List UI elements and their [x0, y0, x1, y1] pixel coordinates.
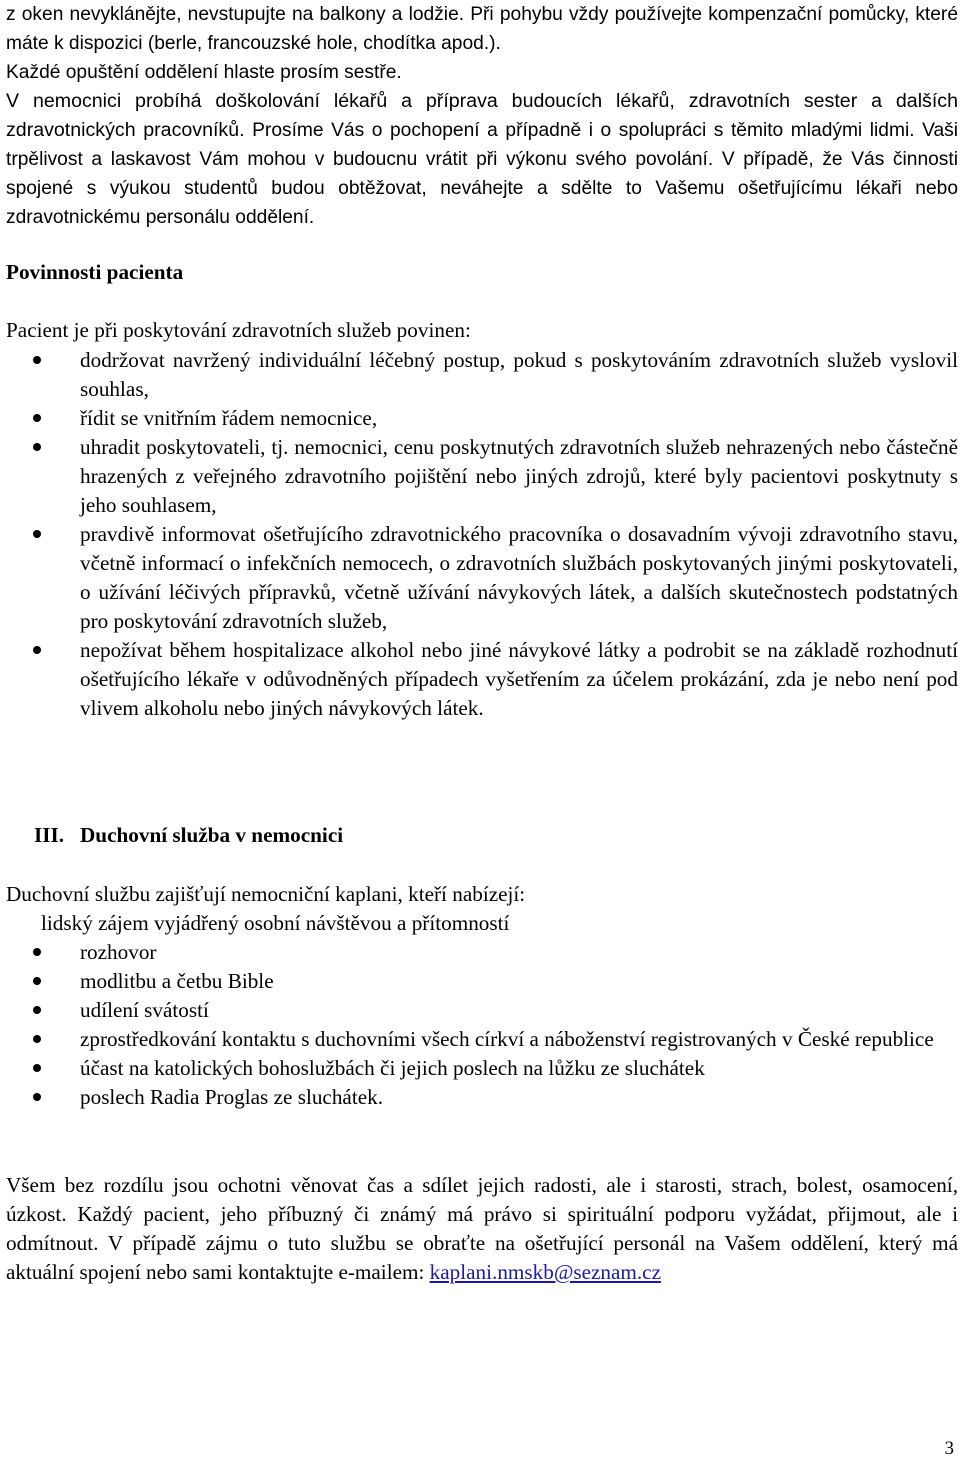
list-item: rozhovor	[6, 938, 958, 967]
spiritual-heading	[34, 821, 343, 850]
bullet-icon	[33, 356, 41, 364]
intro-section	[6, 0, 958, 232]
bullet-icon	[33, 948, 41, 956]
bullet-icon	[33, 646, 41, 654]
list-item: pravdivě informovat ošetřujícího zdravotnického pracovníka o dosavadním vývoji zdravotního stavu, včetně informací o infekčních nemocech, o zdravotních službách poskytovaných jinými poskytovateli, o užívání léčivých přípravků, včetně užívání návykových látek, a dalších skutečnostech podstatných pro poskytování zdravotních služeb,	[6, 520, 958, 636]
duties-heading: Povinnosti pacienta	[6, 260, 184, 284]
list-item: dodržovat navržený individuální léčebný postup, pokud s poskytováním zdravotních služeb vyslovil souhlas,	[6, 346, 958, 404]
bullet-icon	[33, 414, 41, 422]
list-item: účast na katolických bohoslužbách či jejich poslech na lůžku ze sluchátek	[6, 1054, 958, 1083]
bullet-icon	[33, 530, 41, 538]
training-sans-text: Prosíme Vás o pochopení a případně i o spolupráci s těmito mladými lidmi. Vaši trpělivost a laskavost Vám mohou v budoucnu vrátit při výkonu svého povolání. V případě, že Vás činnosti spojené s výukou studentů budou obtěžovat, neváhejte a sdělte to Vašemu ošetřujícímu lékaři nebo zdravotnickému personálu oddělení.	[6, 120, 959, 228]
list-item: nepožívat během hospitalizace alkohol nebo jiné návykové látky a podrobit se na základě rozhodnutí ošetřujícího lékaře v odůvodněných případech vyšetřením za účelem prokázání, zda je nebo není pod vlivem alkoholu nebo jiných návykových látek.	[6, 636, 958, 723]
list-item: poslech Radia Proglas ze sluchátek.	[6, 1083, 958, 1112]
training-paragraph	[6, 87, 958, 232]
bullet-icon	[33, 1006, 41, 1014]
section-title: Duchovní služba v nemocnici	[80, 823, 344, 847]
bullet-icon	[33, 1035, 41, 1043]
training-serif-text: V nemocnici probíhá doškolování lékařů a příprava budoucích lékařů, zdravotních sester a dalších zdravotnických pracovníků.	[6, 90, 958, 141]
intro-paragraph-1: z oken nevyklánějte, nevstupujte na balkony a lodžie. Při pohybu vždy používejte kompenzační pomůcky, které máte k dispozici (berle, francouzské hole, chodítka apod.).	[6, 4, 958, 54]
closing-paragraph	[6, 1171, 958, 1287]
list-item: udílení svátostí	[6, 996, 958, 1025]
spiritual-lead: Duchovní službu zajišťují nemocniční kaplani, kteří nabízejí:	[6, 882, 526, 906]
page-number: 3	[944, 1438, 954, 1459]
spiritual-list	[6, 938, 958, 1112]
bullet-icon	[33, 977, 41, 985]
list-item: zprostředkování kontaktu s duchovními všech církví a náboženství registrovaných v České republice	[6, 1025, 958, 1054]
bullet-icon	[33, 443, 41, 451]
closing-text: Všem bez rozdílu jsou ochotni věnovat čas a sdílet jejich radosti, ale i starosti, strach, bolest, osamocení, úzkost. Každý pacient, jeho příbuzný či známý má právo si spirituální podporu vyžádat, přijmout, ale i odmítnout. V případě zájmu o tuto službu se obraťte na ošetřující personál na Vašem oddělení, který má aktuální spojení nebo sami kontaktujte e-mailem:	[6, 1173, 958, 1284]
duties-lead: Pacient je při poskytování zdravotních služeb povinen:	[6, 318, 471, 342]
bullet-icon	[33, 1064, 41, 1072]
section-numeral: III.	[34, 823, 65, 847]
intro-paragraph-2: Každé opuštění oddělení hlaste prosím sestře.	[6, 62, 402, 83]
list-item: uhradit poskytovateli, tj. nemocnici, cenu poskytnutých zdravotních služeb nehrazených nebo částečně hrazených z veřejného zdravotního pojištění nebo jiných zdrojů, které byly pacientovi poskytnuty s jeho souhlasem,	[6, 433, 958, 520]
list-item: řídit se vnitřním řádem nemocnice,	[6, 404, 958, 433]
list-item: modlitbu a četbu Bible	[6, 967, 958, 996]
duties-list	[6, 346, 958, 723]
email-link[interactable]: kaplani.nmskb@seznam.cz	[429, 1260, 661, 1284]
spiritual-sublead: lidský zájem vyjádřený osobní návštěvou a přítomností	[41, 911, 510, 935]
bullet-icon	[33, 1093, 41, 1101]
